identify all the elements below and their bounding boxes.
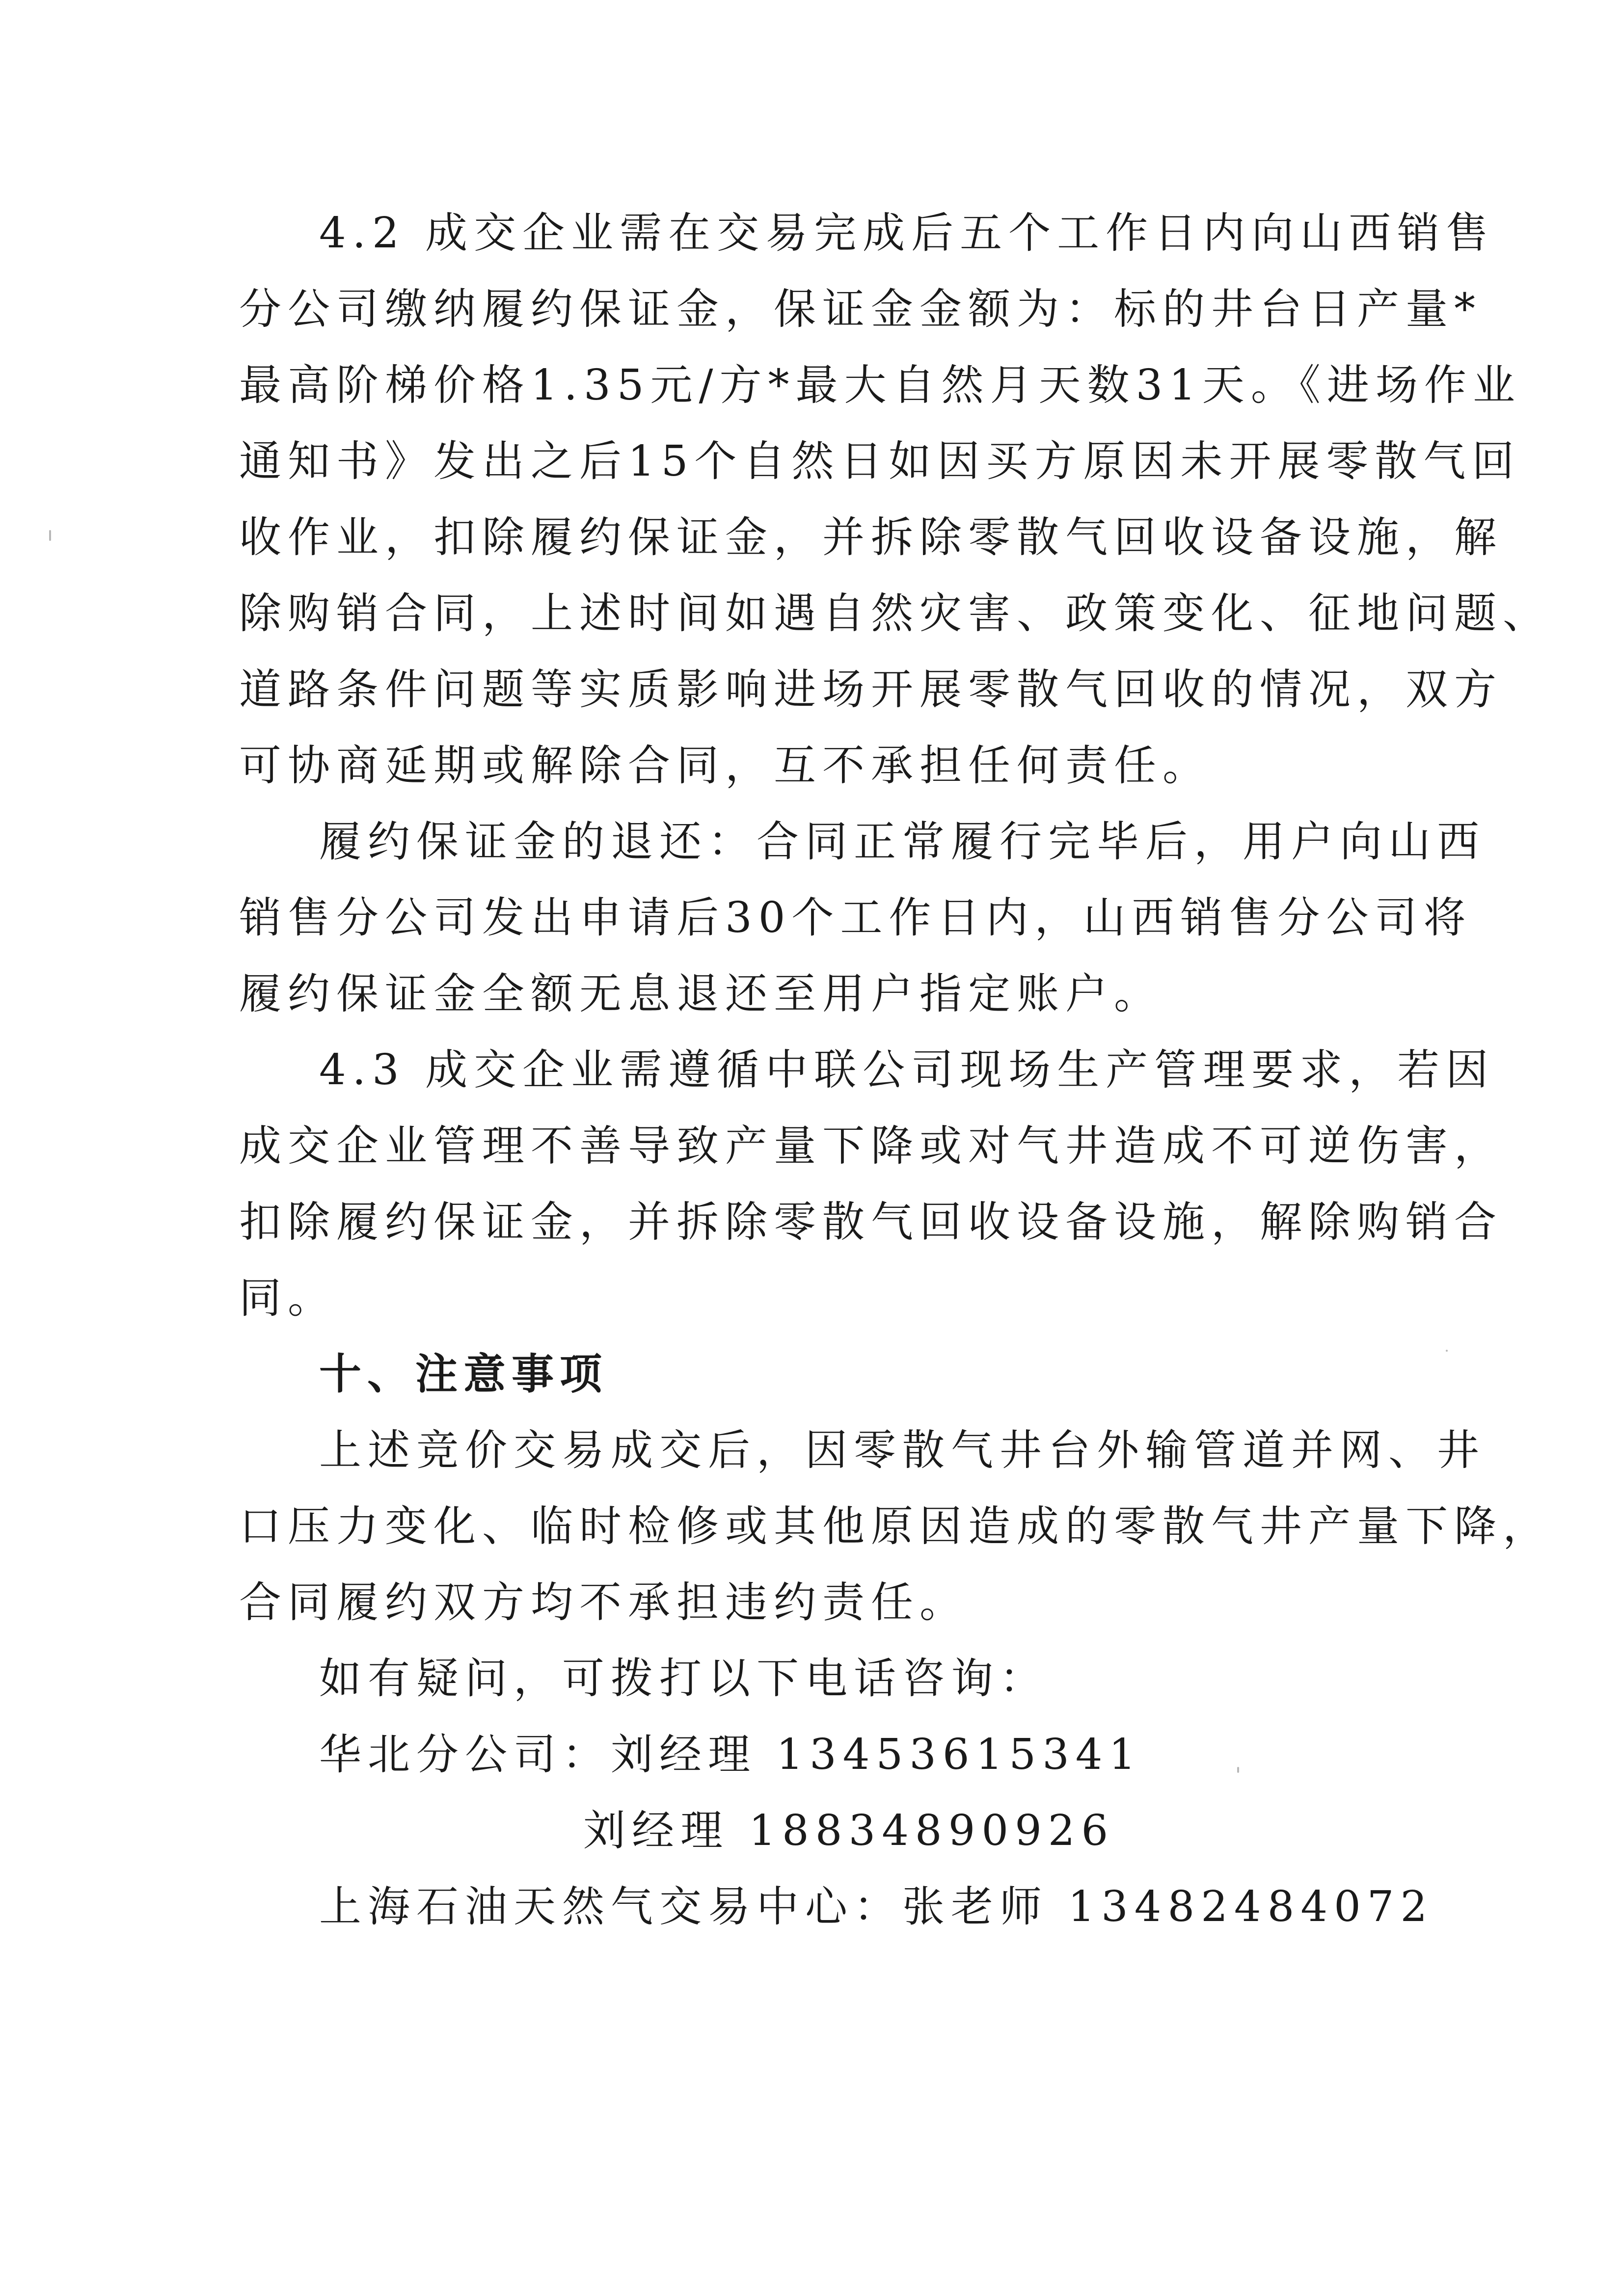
clause-4-3-line-2: 成交企业管理不善导致产量下降或对气井造成不可逆伤害， xyxy=(239,1121,1503,1171)
section-heading-notes: 十、注意事项 xyxy=(319,1350,608,1399)
clause-4-3-line-3: 扣除履约保证金，并拆除零散气回收设备设施，解除购销合 xyxy=(239,1198,1503,1247)
contact-huabei-2: 刘经理 18834890926 xyxy=(583,1806,1115,1855)
clause-4-2-line-3: 最高阶梯价格1.35元/方*最大自然月天数31天。《进场作业 xyxy=(239,361,1521,410)
scan-speck xyxy=(49,530,51,541)
clause-4-3-line-1: 4.3 成交企业需遵循中联公司现场生产管理要求，若因 xyxy=(319,1045,1495,1095)
clause-4-2-line-4: 通知书》发出之后15个自然日如因买方原因未开展零散气回 xyxy=(239,437,1521,486)
clause-4-2-line-7: 道路条件问题等实质影响进场开展零散气回收的情况，双方 xyxy=(239,665,1503,714)
clause-4-2-line-5: 收作业，扣除履约保证金，并拆除零散气回收设备设施，解 xyxy=(239,513,1503,562)
scan-speck xyxy=(1237,1767,1239,1773)
scan-speck xyxy=(1446,1350,1448,1352)
notes-line-1: 上述竞价交易成交后，因零散气井台外输管道并网、井 xyxy=(319,1426,1486,1475)
contact-huabei-1: 华北分公司：刘经理 13453615341 xyxy=(319,1730,1142,1779)
deposit-refund-line-3: 履约保证金全额无息退还至用户指定账户。 xyxy=(239,969,1163,1018)
clause-4-2-line-6: 除购销合同，上述时间如遇自然灾害、政策变化、征地问题、 xyxy=(239,589,1551,638)
clause-4-2-line-2: 分公司缴纳履约保证金，保证金金额为：标的井台日产量* xyxy=(239,285,1482,334)
notes-line-3: 合同履约双方均不承担违约责任。 xyxy=(239,1578,968,1627)
clause-4-2-line-8: 可协商延期或解除合同，互不承担任何责任。 xyxy=(239,741,1211,790)
contact-intro: 如有疑问，可拨打以下电话咨询： xyxy=(319,1654,1048,1703)
clause-4-2-line-1: 4.2 成交企业需在交易完成后五个工作日内向山西销售 xyxy=(319,209,1495,258)
contact-shanghai-exchange: 上海石油天然气交易中心：张老师 13482484072 xyxy=(319,1882,1434,1931)
deposit-refund-line-1: 履约保证金的退还：合同正常履行完毕后，用户向山西 xyxy=(319,817,1486,866)
deposit-refund-line-2: 销售分公司发出申请后30个工作日内，山西销售分公司将 xyxy=(239,893,1472,942)
notes-line-2: 口压力变化、临时检修或其他原因造成的零散气井产量下降， xyxy=(239,1502,1551,1551)
clause-4-3-line-4: 同。 xyxy=(239,1274,336,1323)
